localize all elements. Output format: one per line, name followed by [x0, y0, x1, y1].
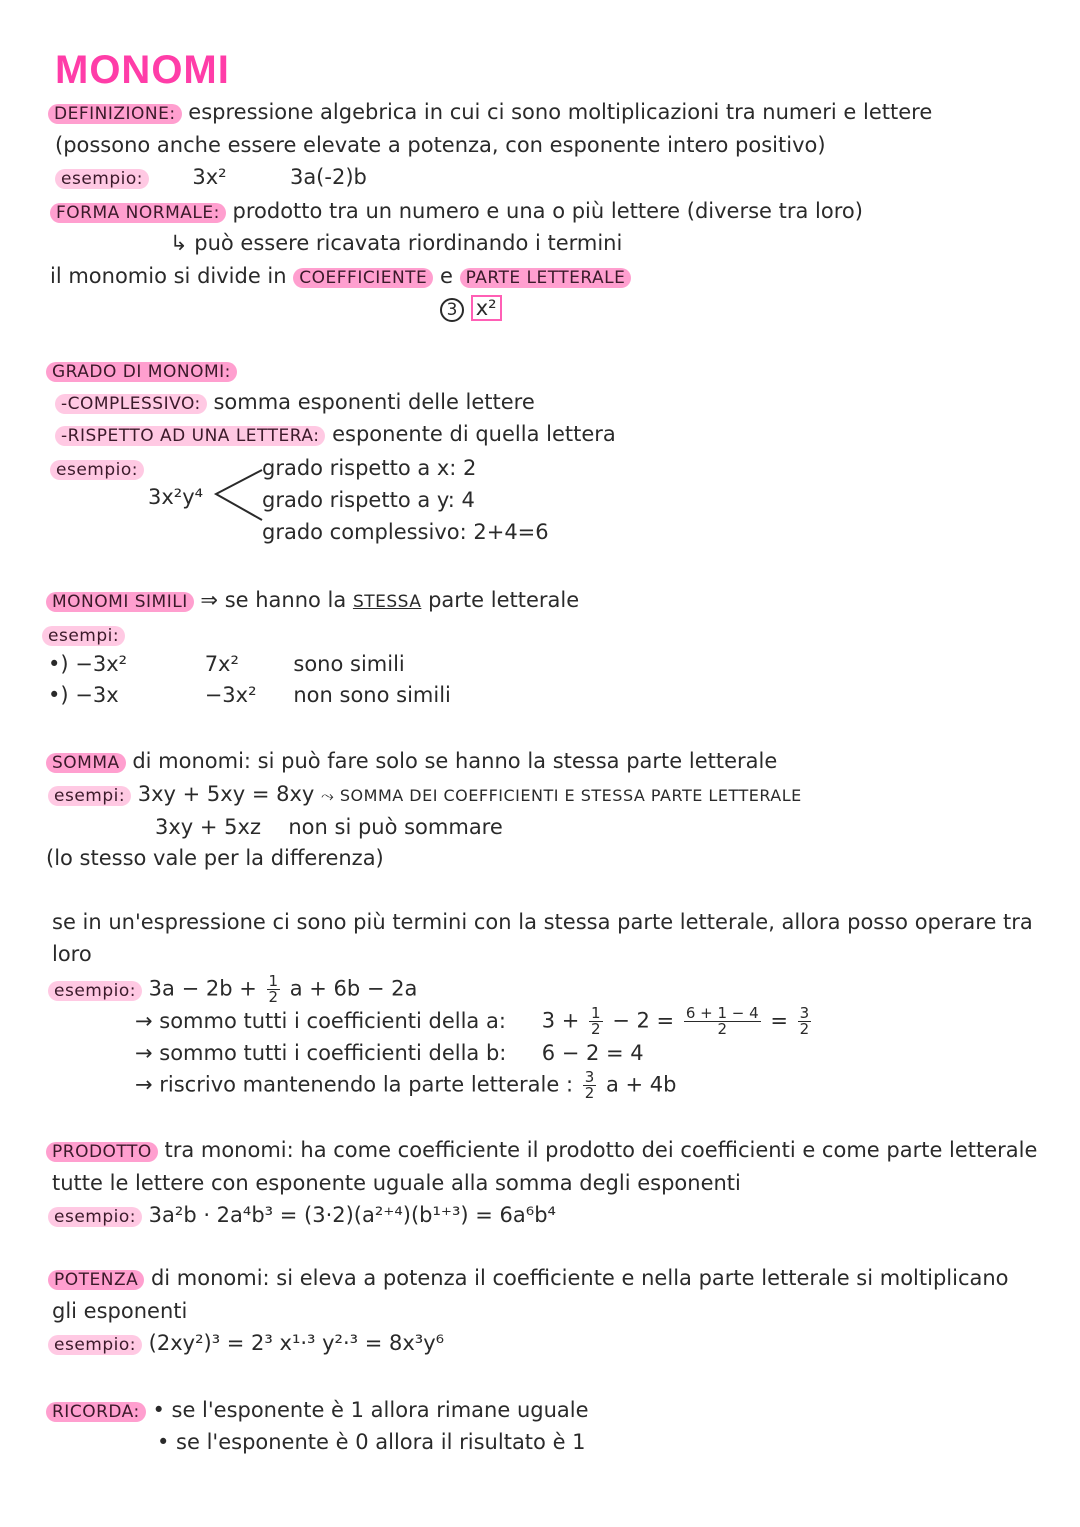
step-1-calc-a: 3 + — [541, 1008, 580, 1033]
definition-text: espressione algebrica in cui ci sono moltiplicazioni tra numeri e lettere — [188, 100, 933, 124]
literal-part-label: PARTE LETTERALE — [460, 268, 632, 288]
power-label: POTENZA — [48, 1270, 144, 1290]
power-line — [48, 1264, 1009, 1294]
degree-respect-text: esponente di quella lettera — [332, 422, 616, 446]
definition-label: DEFINIZIONE: — [48, 104, 182, 124]
degree-respect-line — [55, 420, 616, 450]
degree-heading — [46, 356, 237, 386]
monomial-split-line — [50, 262, 631, 292]
expression-example-a: 3a − 2b + — [148, 976, 257, 1001]
degree-total: grado complessivo: 2+4=6 — [262, 520, 549, 544]
degree-total-label: -COMPLESSIVO: — [55, 394, 207, 414]
coefficient-circle: 3 — [440, 298, 464, 322]
step-1-calc-b: − 2 = — [612, 1008, 675, 1033]
degree-x: grado rispetto a x: 2 — [262, 456, 477, 480]
similar-row-1 — [48, 650, 405, 678]
frac-den: 2 — [584, 1084, 595, 1102]
similar-row-2-b: −3x² — [204, 683, 257, 707]
expression-text-1: se in un'espressione ci sono più termini con la stessa parte letterale, allora posso operare tra — [52, 910, 1033, 934]
step-3-frac — [583, 1070, 597, 1101]
similar-row-1-c: sono simili — [293, 652, 405, 676]
product-line — [46, 1136, 1037, 1166]
power-text-1: di monomi: si eleva a potenza il coefficiente e nella parte letterale si moltiplicano — [150, 1266, 1009, 1290]
product-example-expr: 3a²b · 2a⁴b³ = (3·2)(a²⁺⁴)(b¹⁺³) = 6a⁶b⁴ — [148, 1203, 556, 1227]
example-monomial-1: 3x² — [192, 165, 227, 189]
sum-example-2-expr: 3xy + 5xz — [155, 815, 261, 839]
frac-num: 3 — [799, 1004, 810, 1022]
definition-note: (possono anche essere elevate a potenza, con esponente intero positivo) — [55, 133, 826, 157]
literal-part-box: x² — [471, 295, 502, 321]
expression-step-2 — [135, 1039, 644, 1067]
degree-branch-lines — [210, 462, 266, 526]
expression-step-1 — [135, 1006, 814, 1037]
power-example — [48, 1329, 444, 1359]
step-1-final-frac — [798, 1006, 812, 1037]
power-text-2: gli esponenti — [52, 1299, 188, 1323]
step-3-text: → riscrivo mantenendo la parte letterale : — [135, 1072, 574, 1097]
product-text-2: tutte le lettere con esponente uguale alla somma degli esponenti — [52, 1171, 741, 1195]
sum-example-1 — [48, 780, 802, 810]
similar-stessa: STESSA — [352, 592, 422, 612]
example-label: esempio: — [55, 169, 149, 189]
expression-step-3 — [135, 1070, 676, 1101]
power-example-expr: (2xy²)³ = 2³ x¹·³ y²·³ = 8x³y⁶ — [148, 1331, 445, 1355]
split-demo — [440, 294, 502, 322]
similar-row-2-c: non sono simili — [293, 683, 451, 707]
expression-text-2: loro — [52, 942, 92, 966]
frac-num: 1 — [591, 1004, 601, 1022]
sum-example-2 — [155, 813, 503, 841]
degree-example-label-line — [50, 454, 144, 484]
step-1-eq: = — [770, 1008, 788, 1033]
page-title: MONOMI — [55, 48, 230, 92]
degree-y: grado rispetto a y: 4 — [262, 488, 475, 512]
degree-example-label: esempio: — [50, 460, 144, 480]
degree-label: GRADO DI MONOMI: — [46, 362, 237, 382]
expression-example-frac — [267, 974, 281, 1005]
similar-label: MONOMI SIMILI — [46, 592, 194, 612]
similar-text-2: parte letterale — [428, 588, 580, 612]
degree-total-line — [55, 388, 535, 418]
degree-example-monomial: 3x²y⁴ — [148, 485, 204, 509]
frac-den: 2 — [268, 988, 279, 1006]
sum-example-1-expr: 3xy + 5xy = 8xy — [137, 782, 315, 806]
step-1-frac — [589, 1006, 603, 1037]
product-example — [48, 1201, 556, 1231]
coefficient-label: COEFFICIENTE — [293, 268, 433, 288]
expression-example — [48, 974, 417, 1005]
step-1-result-frac — [684, 1006, 761, 1037]
remember-2: • se l'esponente è 0 allora il risultato è 1 — [157, 1430, 586, 1454]
product-label: PRODOTTO — [46, 1142, 158, 1162]
similar-arrow: ⇒ — [200, 588, 218, 612]
product-text-1: tra monomi: ha come coefficiente il prodotto dei coefficienti e come parte letterale — [164, 1138, 1038, 1162]
step-3-calc: a + 4b — [605, 1072, 677, 1097]
product-example-label: esempio: — [48, 1207, 142, 1227]
step-2-calc: 6 − 2 = 4 — [541, 1041, 644, 1065]
monomial-split-text: il monomio si divide in — [50, 264, 287, 288]
sum-example-1-note: ⤳ SOMMA DEI COEFFICIENTI E STESSA PARTE LETTERALE — [321, 786, 802, 805]
and-word: e — [439, 264, 453, 288]
normal-form-sub: ↳ può essere ricavata riordinando i termini — [170, 231, 623, 255]
sum-line — [46, 747, 777, 777]
power-example-label: esempio: — [48, 1335, 142, 1355]
similar-row-2 — [48, 681, 451, 709]
expression-example-b: a + 6b − 2a — [289, 976, 418, 1001]
frac-den: 2 — [591, 1020, 601, 1038]
sum-text: di monomi: si può fare solo se hanno la stessa parte letterale — [132, 749, 778, 773]
frac-num: 3 — [584, 1068, 595, 1086]
example-monomial-2: 3a(-2)b — [289, 165, 367, 189]
similar-text-1: se hanno la — [224, 588, 347, 612]
normal-form-text: prodotto tra un numero e una o più lettere (diverse tra loro) — [232, 199, 863, 223]
similar-row-1-a: •) −3x² — [48, 652, 128, 676]
definition-example — [55, 163, 367, 193]
sum-examples-label: esempi: — [48, 786, 131, 806]
step-2-text: → sommo tutti i coefficienti della b: — [135, 1041, 507, 1065]
similar-line — [46, 586, 579, 616]
sum-example-2-note: non si può sommare — [288, 815, 503, 839]
similar-row-2-a: •) −3x — [48, 683, 119, 707]
normal-form-line — [50, 197, 863, 227]
remember-line-1 — [46, 1396, 589, 1426]
frac-num: 1 — [268, 972, 279, 990]
sum-difference-note: (lo stesso vale per la differenza) — [46, 846, 384, 870]
sum-label: SOMMA — [46, 753, 126, 773]
degree-respect-label: -RISPETTO AD UNA LETTERA: — [55, 426, 325, 446]
expression-example-label: esempio: — [48, 981, 142, 1001]
frac-den: 2 — [717, 1020, 728, 1038]
remember-1: • se l'esponente è 1 allora rimane uguale — [152, 1398, 589, 1422]
similar-examples-label: esempi: — [42, 626, 125, 646]
frac-num: 6 + 1 − 4 — [685, 1004, 759, 1022]
degree-total-text: somma esponenti delle lettere — [213, 390, 535, 414]
definition-line — [48, 98, 932, 128]
step-1-text: → sommo tutti i coefficienti della a: — [135, 1008, 506, 1033]
frac-den: 2 — [799, 1020, 810, 1038]
normal-form-label: FORMA NORMALE: — [50, 203, 226, 223]
remember-label: RICORDA: — [46, 1402, 146, 1422]
similar-row-1-b: 7x² — [204, 652, 239, 676]
similar-examples-label-line — [42, 620, 125, 650]
